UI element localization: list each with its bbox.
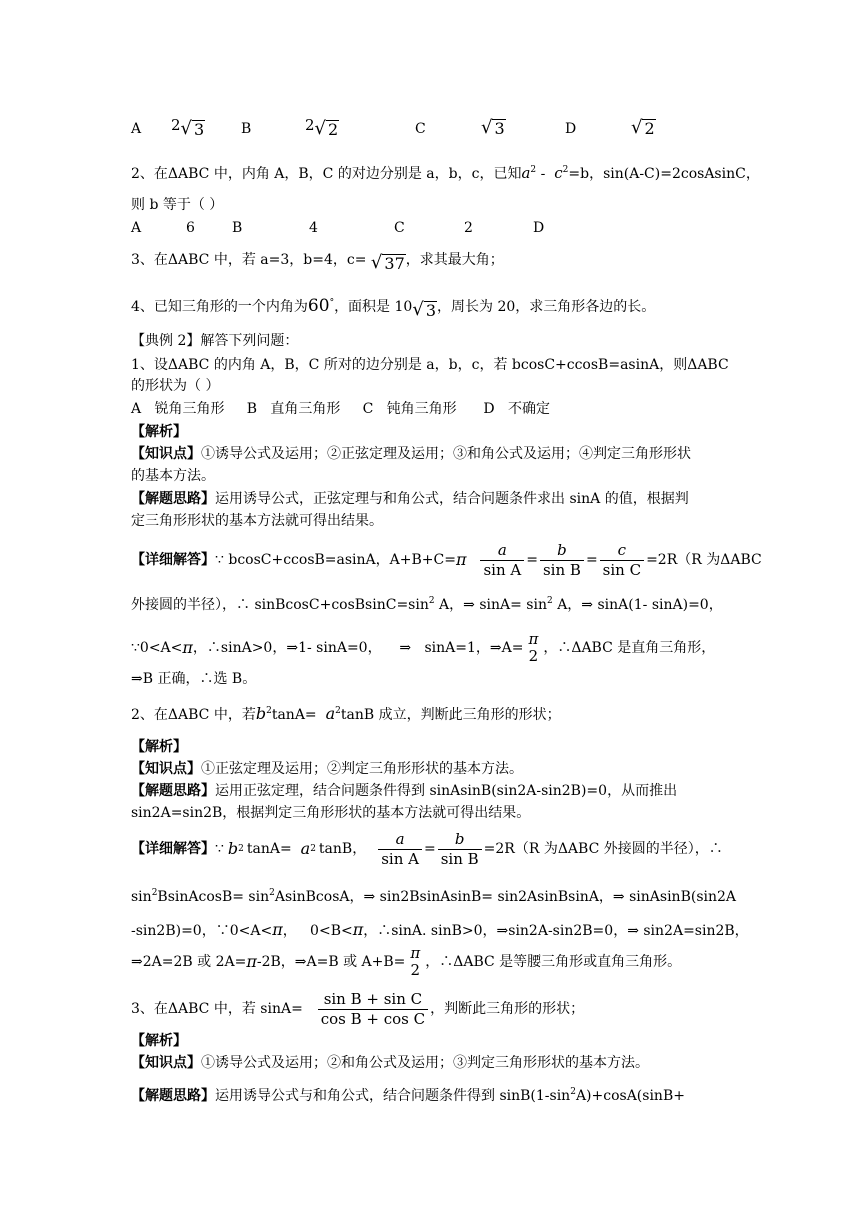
q3-text-post: ，求其最大角；: [405, 252, 504, 268]
p2-d1-mid1: tanA=: [246, 841, 301, 857]
p2-pi2-num: π: [410, 944, 421, 962]
p3-thinking-exp: 2: [570, 1087, 576, 1097]
q2-text-post: =b，sin(A-C)=2cosAsinC，: [568, 166, 760, 182]
p3-pre: 3、在ΔABC 中，若 sinA=: [131, 1001, 312, 1017]
p1-d3a: ∵0<A<: [131, 640, 183, 656]
p2-d3-pi1: π: [272, 920, 283, 939]
p2-frac-a-num: a: [395, 829, 405, 848]
q2-choices: [131, 221, 551, 237]
q1-choice-c-label: C: [415, 121, 426, 137]
p1-thinking-text: 运用诱导公式，正弦定理与和角公式，结合问题条件求出 sinA 的值，根据判: [215, 491, 689, 507]
p2-detail-line3: [131, 922, 749, 938]
p1-d2b: A，⇒ sinA= sin: [439, 597, 547, 613]
q2-var-c: c: [554, 164, 563, 182]
q2-exp: 2: [530, 165, 537, 175]
q4-sqrt: √ 3: [412, 299, 436, 320]
q2-choice-5: 2: [464, 220, 473, 236]
p3-frac: [318, 989, 428, 1028]
p1-choices: A 锐角三角形 B 直角三角形 C 钝角三角形 D 不确定: [131, 401, 550, 417]
p1-detail-line2: [131, 598, 723, 612]
p1-pi2-num: π: [528, 630, 539, 648]
q4-text-pre: 4、已知三角形的一个内角为: [131, 299, 308, 315]
q1-choice-a-value: [171, 118, 205, 138]
p1-knowledge: [131, 447, 691, 461]
q1-choice-d-value: [631, 118, 656, 137]
q2-choice-4: C: [394, 220, 405, 236]
p2-frac-b-num: b: [454, 829, 465, 848]
q4-text-post: ，周长为 20，求三角形各边的长。: [437, 299, 656, 315]
q3-root: 37: [384, 254, 405, 273]
q4-line: [131, 298, 655, 319]
p2-d3c: ，∴sinA. sinB>0，⇒sin2A-sin2B=0，⇒ sin2A=sin2B，: [363, 923, 749, 939]
p1-detail-post: =2R（R 为ΔABC: [646, 552, 762, 568]
q3-sqrt: √ 37: [370, 252, 405, 273]
q1-a-sqrt: √ 3: [180, 118, 205, 139]
p3-knowledge: [131, 1056, 649, 1070]
p2-knowledge: [131, 762, 523, 776]
p3-knowledge-text: ①诱导公式及运用；②和角公式及运用；③判定三角形形状的基本方法。: [201, 1055, 649, 1071]
p2-post: tanB 成立，判断此三角形的形状；: [340, 707, 561, 723]
p2-d2b: BsinAcosB= sin: [157, 889, 270, 905]
q1-c-sqrt: √ 3: [481, 117, 505, 138]
q2-exp-b: 2: [562, 165, 569, 175]
q1-choice-c-value: [481, 118, 506, 137]
p3-post: ，判断此三角形的形状；: [430, 1001, 585, 1017]
q1-d-root: 2: [644, 119, 655, 138]
q1-choice-a-label: A: [131, 121, 142, 137]
p2-d1-pre: ∵: [215, 841, 224, 857]
p1-pi2-den: 2: [528, 647, 539, 665]
p2-thinking-text: 运用正弦定理，结合问题条件得到 sinAsinB(sin2A-sin2B)=0，从而推出: [215, 783, 678, 799]
p2-thinking: [131, 784, 677, 798]
p1-frac-pi2: [525, 632, 541, 664]
p2-d2-exp1: 2: [151, 888, 158, 898]
q2-choice-3: 4: [309, 220, 318, 236]
p1-d2a: 外接圆的半径），∴ sinBcosC+cosBsinC=sin: [131, 597, 429, 613]
q1-a-root: 3: [194, 120, 205, 139]
p2-detail-line1: 【详细解答】 ∵ b 2 tanA= a 2 tanB， $\frac{a}{\text{sin A}}$ = $\frac{b}{\text{sin B}}$ =2R（R 为ΔABC 外接圆的半径），∴: [131, 829, 723, 868]
p1-frac-b-num: b: [557, 540, 567, 559]
p1-knowledge-text: ①诱导公式及运用；②正弦定理及运用；③和角公式及运用；④判定三角形形状: [201, 446, 691, 462]
q4-degree: °: [329, 298, 335, 308]
p3-thinking-label: 【解题思路】: [131, 1088, 215, 1104]
q3-text-pre: 3、在ΔABC 中，若 a=3，b=4，c=: [131, 252, 371, 268]
p3-frac-den: cos B + cos C: [318, 1009, 428, 1027]
p1-frac-a-num: a: [497, 540, 507, 559]
q4-angle: 60: [307, 296, 330, 316]
p2-detail-line2: [131, 890, 736, 904]
p2-d2c: AsinBcosA，⇒ sin2BsinAsinB= sin2AsinBsinA，⇒ sinAsinB(sin2A: [274, 889, 737, 905]
p3-thinking-pre: 运用诱导公式与和角公式，结合问题条件得到 sinB(1-sin: [215, 1088, 571, 1104]
p3-thinking-post: A)+cosA(sinB+: [575, 1088, 685, 1104]
q2-choice-1: 6: [186, 220, 195, 236]
p1-d3b: ，∴sinA>0，⇒1- sinA=0， ⇒ sinA=1，⇒A=: [192, 640, 524, 656]
p3-thinking: [131, 1089, 685, 1103]
q3-line: [131, 253, 504, 272]
p1-line2: 的形状为（ ）: [131, 378, 220, 394]
p1-frac-b: [540, 540, 584, 579]
p2-analysis-label: 【解析】: [131, 739, 187, 755]
p1-d2-exp2: 2: [547, 596, 553, 606]
p2-d4-pi: π: [246, 952, 257, 971]
p1-thinking-line2: 定三角形形状的基本方法就可得出结果。: [131, 513, 383, 529]
q1-b-root: 2: [328, 120, 339, 139]
q2-choice-6: D: [533, 220, 545, 236]
q2-line2: 则 b 等于（ ）: [131, 197, 224, 213]
p1-frac-a-den: sin A: [480, 560, 524, 578]
q1-choice-d-label: D: [565, 121, 577, 137]
p2-d1-var-a: a: [300, 839, 311, 858]
p1-detail-line4: ⇒B 正确，∴选 B。: [131, 671, 257, 687]
q1-c-root: 3: [494, 119, 505, 138]
q2-line1: [131, 166, 760, 181]
p2-d2-exp2: 2: [269, 888, 275, 898]
p3-analysis-label: 【解析】: [131, 1033, 187, 1049]
p1-pi: π: [455, 550, 467, 569]
p2-knowledge-text: ①正弦定理及运用；②判定三角形形状的基本方法。: [201, 761, 523, 777]
p1-d3-pi: π: [182, 638, 193, 657]
q1-choice-b-label: B: [241, 121, 252, 137]
p1-detail-label: 【详细解答】: [131, 552, 215, 568]
p1-detail-line1: [131, 536, 762, 584]
p2-line: [131, 706, 561, 722]
p3-knowledge-label: 【知识点】: [131, 1055, 201, 1071]
p3-frac-num: sin B + sin C: [323, 989, 423, 1008]
p2-d2a: sin: [131, 889, 152, 905]
p2-thinking-line2: sin2A=sin2B，根据判定三角形形状的基本方法就可得出结果。: [131, 805, 531, 821]
p2-var-a: a: [325, 704, 336, 723]
p2-d3-pi2: π: [352, 920, 364, 939]
p1-knowledge-line2: 的基本方法。: [131, 468, 215, 484]
p2-exp-b: 2: [266, 706, 272, 716]
p2-frac-a-den: sin A: [378, 849, 422, 867]
p1-thinking-label: 【解题思路】: [131, 491, 215, 507]
p2-knowledge-label: 【知识点】: [131, 761, 201, 777]
q1-d-sqrt: √ 2: [631, 117, 655, 138]
q1-choices: [131, 118, 691, 140]
p2-d4c: ，∴ΔABC 是等腰三角形或直角三角形。: [425, 954, 682, 970]
q2-choice-2: B: [232, 220, 243, 236]
p1-detail-line3: [131, 628, 715, 668]
p2-detail-label: 【详细解答】: [131, 841, 215, 857]
p1-detail-pre: ∵ bcosC+ccosB=asinA，A+B+C=: [215, 552, 456, 568]
p1-d2c: A，⇒ sinA(1- sinA)=0，: [557, 597, 723, 613]
p2-d4b: -2B，⇒A=B 或 A+B=: [256, 954, 406, 970]
p1-d3c: ，∴ΔABC 是直角三角形，: [543, 640, 716, 656]
q2-choice-0: A: [131, 220, 142, 236]
p2-pi2-den: 2: [410, 961, 421, 979]
p2-mid: tanA=: [271, 707, 326, 723]
p1-frac-b-den: sin B: [540, 560, 584, 578]
p2-exp-a: 2: [335, 706, 341, 716]
p1-frac-c-den: sin C: [600, 560, 644, 578]
p2-pre: 2、在ΔABC 中，若: [131, 707, 256, 723]
q4-root: 3: [425, 301, 436, 320]
q1-a-coef: 2: [171, 116, 181, 134]
q4-text-mid: ，面积是 10: [334, 299, 413, 315]
p1-frac-a: [480, 540, 524, 579]
p2-frac-b-den: sin B: [438, 849, 482, 867]
p1-eq-2: =: [585, 552, 598, 568]
q1-b-sqrt: √ 2: [314, 118, 339, 139]
p2-frac-pi2: [407, 946, 423, 978]
p2-eq: =: [423, 841, 436, 857]
p1-knowledge-label: 【知识点】: [131, 446, 201, 462]
q2-text-pre: 2、在ΔABC 中，内角 A，B，C 的对边分别是 a，b，c，已知: [131, 166, 522, 182]
p2-d4a: ⇒2A=2B 或 2A=: [131, 954, 247, 970]
p2-d1-post: =2R（R 为ΔABC 外接圆的半径），∴: [483, 841, 723, 857]
p2-d3a: -sin2B)=0，∵0<A<: [131, 923, 273, 939]
q2-minus: -: [536, 166, 555, 182]
q1-choice-b-value: [305, 118, 339, 138]
p2-var-b: b: [255, 704, 267, 723]
p2-thinking-label: 【解题思路】: [131, 783, 215, 799]
p2-d1-var-b: b: [227, 839, 239, 858]
p1-frac-c-num: c: [617, 540, 627, 559]
p2-d3b: ， 0<B<: [282, 923, 353, 939]
p1-thinking: [131, 492, 689, 506]
p1-analysis-label: 【解析】: [131, 424, 187, 440]
p3-line: [131, 986, 584, 1032]
p1-d2-exp1: 2: [428, 596, 435, 606]
example2-header: 【典例 2】解答下列问题：: [131, 333, 299, 349]
p2-detail-line4: [131, 942, 681, 982]
p1-eq-1: =: [526, 552, 538, 568]
p2-frac-b: [438, 829, 482, 868]
p2-d1-mid2: tanB，: [318, 841, 367, 857]
p1-line1: 1、设ΔABC 的内角 A，B，C 所对的边分别是 a，b，c，若 bcosC+ccosB=asinA，则ΔABC: [131, 357, 729, 373]
p2-frac-a: [378, 829, 422, 868]
q2-var-a: a: [521, 164, 531, 182]
q1-b-coef: 2: [305, 116, 315, 134]
p1-frac-c: [600, 540, 644, 579]
